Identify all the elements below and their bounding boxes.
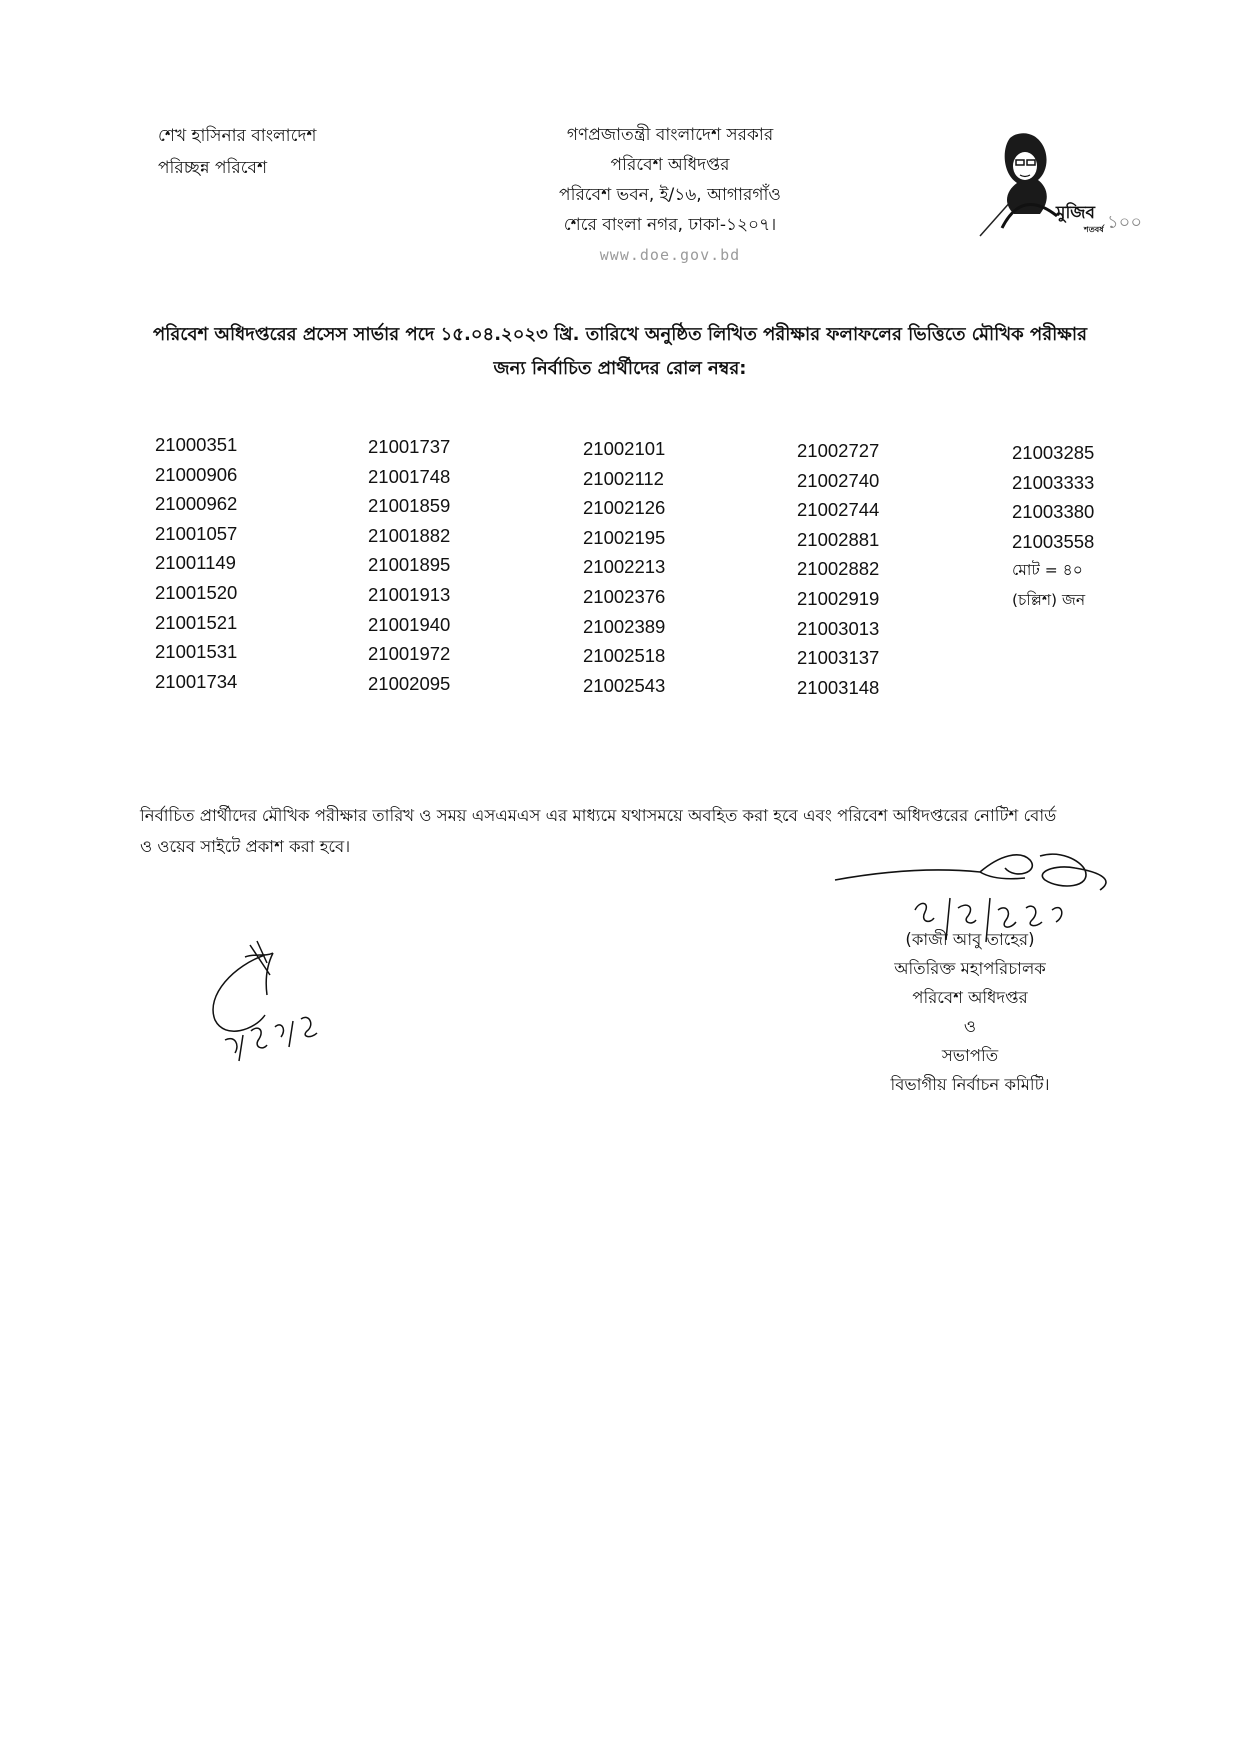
letterhead bbox=[440, 120, 900, 270]
notice-title bbox=[120, 318, 1120, 386]
roll-number: 21003148 bbox=[797, 676, 880, 698]
website-link[interactable]: www.doe.gov.bd bbox=[599, 246, 741, 264]
roll-number: 21001913 bbox=[368, 583, 451, 605]
mujib-centenary-logo bbox=[972, 128, 1143, 238]
signatory-committee: বিভাগীয় নির্বাচন কমিটি। bbox=[890, 1075, 1050, 1094]
title-line-1: পরিবেশ অধিদপ্তরের প্রসেস সার্ভার পদে ১৫.০৪.২০২৩ খ্রি. তারিখে অনুষ্ঠিত লিখিত পরীক্ষার ফলাফলের ভিত্তিতে মৌখিক পরীক্ষার bbox=[153, 324, 1087, 345]
roll-number: 21002213 bbox=[583, 556, 666, 578]
title-line-2: জন্য নির্বাচিত প্রার্থীদের রোল নম্বর: bbox=[493, 358, 747, 379]
member-signature bbox=[195, 935, 395, 1065]
department-name: পরিবেশ অধিদপ্তর bbox=[610, 155, 730, 175]
roll-number: 21000962 bbox=[155, 493, 238, 515]
roll-number: 21001521 bbox=[155, 611, 238, 633]
signatory-block bbox=[820, 925, 1120, 1099]
signatory-role: সভাপতি bbox=[941, 1046, 999, 1065]
roll-number: 21002112 bbox=[583, 467, 664, 489]
roll-number: 21003285 bbox=[1012, 442, 1095, 463]
roll-number: 21001520 bbox=[155, 581, 238, 603]
svg-text:১০০: ১০০ bbox=[1107, 212, 1143, 233]
roll-column-3 bbox=[583, 434, 665, 700]
roll-number: 21001737 bbox=[368, 436, 451, 457]
roll-column-4 bbox=[797, 436, 879, 702]
roll-number: 21001057 bbox=[155, 522, 238, 544]
notice-line-2: ও ওয়েব সাইটে প্রকাশ করা হবে। bbox=[140, 837, 351, 856]
logo-sublabel: শতবর্ষ bbox=[1084, 225, 1104, 234]
roll-column-2 bbox=[368, 432, 450, 698]
roll-number: 21002376 bbox=[583, 585, 666, 607]
address-line-1: পরিবেশ ভবন, ই/১৬, আগারগাঁও bbox=[559, 185, 781, 205]
roll-number: 21001531 bbox=[155, 641, 238, 663]
roll-number: 21003333 bbox=[1012, 471, 1095, 493]
roll-number: 21001940 bbox=[368, 613, 451, 635]
total-count: মোট = ৪০ bbox=[1012, 561, 1083, 580]
motto bbox=[158, 120, 316, 184]
roll-number: 21002101 bbox=[583, 438, 666, 459]
signatory-designation: অতিরিক্ত মহাপরিচালক bbox=[894, 959, 1046, 978]
roll-number: 21002740 bbox=[797, 469, 880, 491]
roll-number: 21000351 bbox=[155, 434, 238, 455]
roll-number: 21002919 bbox=[797, 587, 880, 609]
roll-number: 21003380 bbox=[1012, 501, 1095, 523]
roll-number: 21001972 bbox=[368, 643, 451, 665]
government-name: গণপ্রজাতন্ত্রী বাংলাদেশ সরকার bbox=[566, 125, 774, 145]
motto-line-2: পরিচ্ছন্ন পরিবেশ bbox=[158, 158, 268, 178]
roll-number: 21002881 bbox=[797, 528, 880, 550]
roll-number: 21002882 bbox=[797, 558, 880, 580]
roll-number: 21001149 bbox=[155, 552, 236, 574]
roll-number: 21002095 bbox=[368, 672, 451, 694]
signatory-conjunction: ও bbox=[963, 1017, 977, 1036]
roll-number: 21002744 bbox=[797, 499, 880, 521]
roll-number: 21000906 bbox=[155, 463, 238, 485]
motto-line-1: শেখ হাসিনার বাংলাদেশ bbox=[158, 126, 317, 146]
roll-column-5 bbox=[1012, 438, 1094, 616]
signatory-office: পরিবেশ অধিদপ্তর bbox=[912, 988, 1028, 1007]
roll-number: 21002389 bbox=[583, 615, 666, 637]
roll-number: 21001734 bbox=[155, 670, 238, 692]
roll-number: 21002727 bbox=[797, 440, 880, 461]
roll-number: 21002518 bbox=[583, 645, 666, 667]
portrait-icon bbox=[980, 133, 1057, 236]
roll-number: 21002195 bbox=[583, 526, 666, 548]
notice-line-1: নির্বাচিত প্রার্থীদের মৌখিক পরীক্ষার তারিখ ও সময় এসএমএস এর মাধ্যমে যথাসময়ে অবহিত করা হবে এবং পরিবেশ অধিদপ্তরের নোটিশ বোর্ড bbox=[140, 806, 1057, 825]
roll-number: 21001748 bbox=[368, 465, 451, 487]
logo-label: মুজিব bbox=[1056, 203, 1095, 223]
address-line-2: শেরে বাংলা নগর, ঢাকা-১২০৭। bbox=[563, 215, 777, 235]
roll-number: 21001882 bbox=[368, 524, 451, 546]
roll-number: 21003558 bbox=[1012, 530, 1095, 552]
total-count-words: (চল্লিশ) জন bbox=[1012, 590, 1086, 609]
roll-number: 21002126 bbox=[583, 497, 666, 519]
roll-number: 21003013 bbox=[797, 617, 880, 639]
roll-column-1 bbox=[155, 430, 237, 696]
roll-number: 21001895 bbox=[368, 554, 451, 576]
roll-number: 21002543 bbox=[583, 674, 666, 696]
roll-number: 21003137 bbox=[797, 647, 880, 669]
signatory-name: (কাজী আবু তাহের) bbox=[905, 930, 1035, 949]
roll-number: 21001859 bbox=[368, 495, 451, 517]
